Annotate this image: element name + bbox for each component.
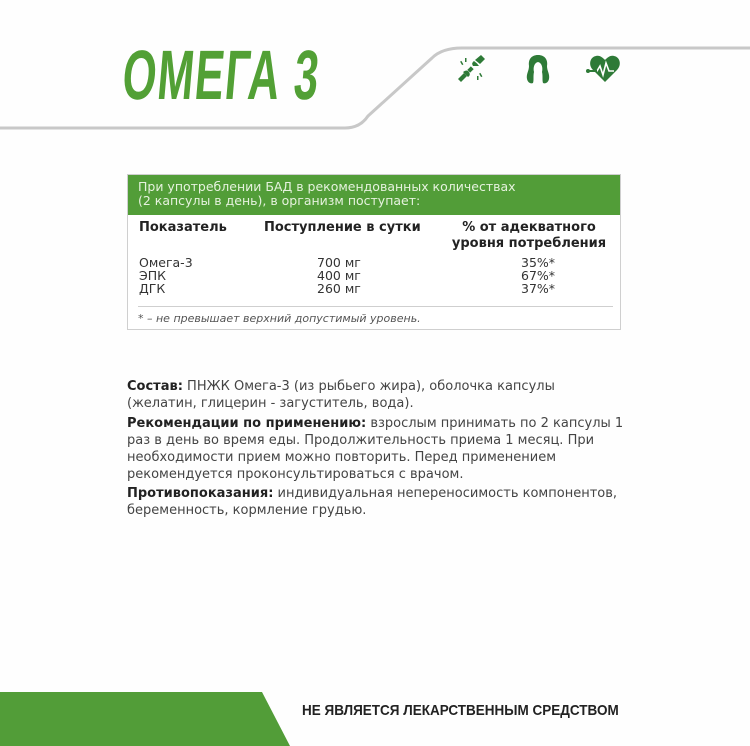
composition-text: ПНЖК Омега-3 (из рыбьего жира), оболочка капсулы (желатин, глицерин - загуститель, вода). (127, 379, 555, 411)
joint-icon (454, 52, 488, 86)
usage-text: взрослым принимать по 2 капсулы 1 раз в день во время еды. Продолжительность приема 1 месяц. При необходимости прием можно повторить. Перед применением рекомендуется проконсультироваться с врачом. (127, 416, 624, 482)
product-title: ОМЕГА 3 (119, 36, 324, 114)
row-percent: 35%* (521, 255, 556, 270)
row-amount: 700 мг (317, 255, 361, 270)
composition-label: Состав: (127, 379, 183, 394)
contraindications-text: индивидуальная непереносимость компонентов, беременность, кормление грудью. (127, 486, 618, 518)
row-amount: 400 мг (317, 268, 361, 283)
footer-green-band (0, 692, 300, 746)
row-name: ДГК (139, 281, 166, 296)
composition-paragraph (127, 378, 627, 412)
hair-icon (521, 52, 555, 86)
contraindications-label: Противопоказания: (127, 486, 274, 501)
table-divider (138, 306, 613, 307)
column-header-percent-line1: % от адекватного (462, 220, 596, 235)
row-name: Омега-3 (139, 255, 193, 270)
footer-disclaimer: НЕ ЯВЛЯЕТСЯ ЛЕКАРСТВЕННЫМ СРЕДСТВОМ (302, 702, 619, 719)
heart-pulse-icon (586, 52, 624, 86)
table-intro-line1: При употреблении БАД в рекомендованных количествах (138, 179, 516, 194)
row-percent: 37%* (521, 281, 556, 296)
table-intro-line2: (2 капсулы в день), в организм поступает: (138, 193, 421, 208)
table-intro (128, 175, 620, 215)
column-header-percent (444, 220, 614, 252)
nutrition-table (127, 174, 621, 330)
row-name: ЭПК (139, 268, 167, 283)
column-header-daily-intake: Поступление в сутки (264, 220, 421, 235)
table-footnote: * – не превышает верхний допустимый уровень. (138, 312, 421, 325)
row-percent: 67%* (521, 268, 556, 283)
contraindications-paragraph (127, 485, 627, 519)
usage-label: Рекомендации по применению: (127, 416, 367, 431)
decorative-divider-line (0, 0, 750, 140)
usage-paragraph (127, 415, 627, 483)
column-header-indicator: Показатель (139, 220, 227, 235)
column-header-percent-line2: уровня потребления (451, 236, 607, 251)
row-amount: 260 мг (317, 281, 361, 296)
